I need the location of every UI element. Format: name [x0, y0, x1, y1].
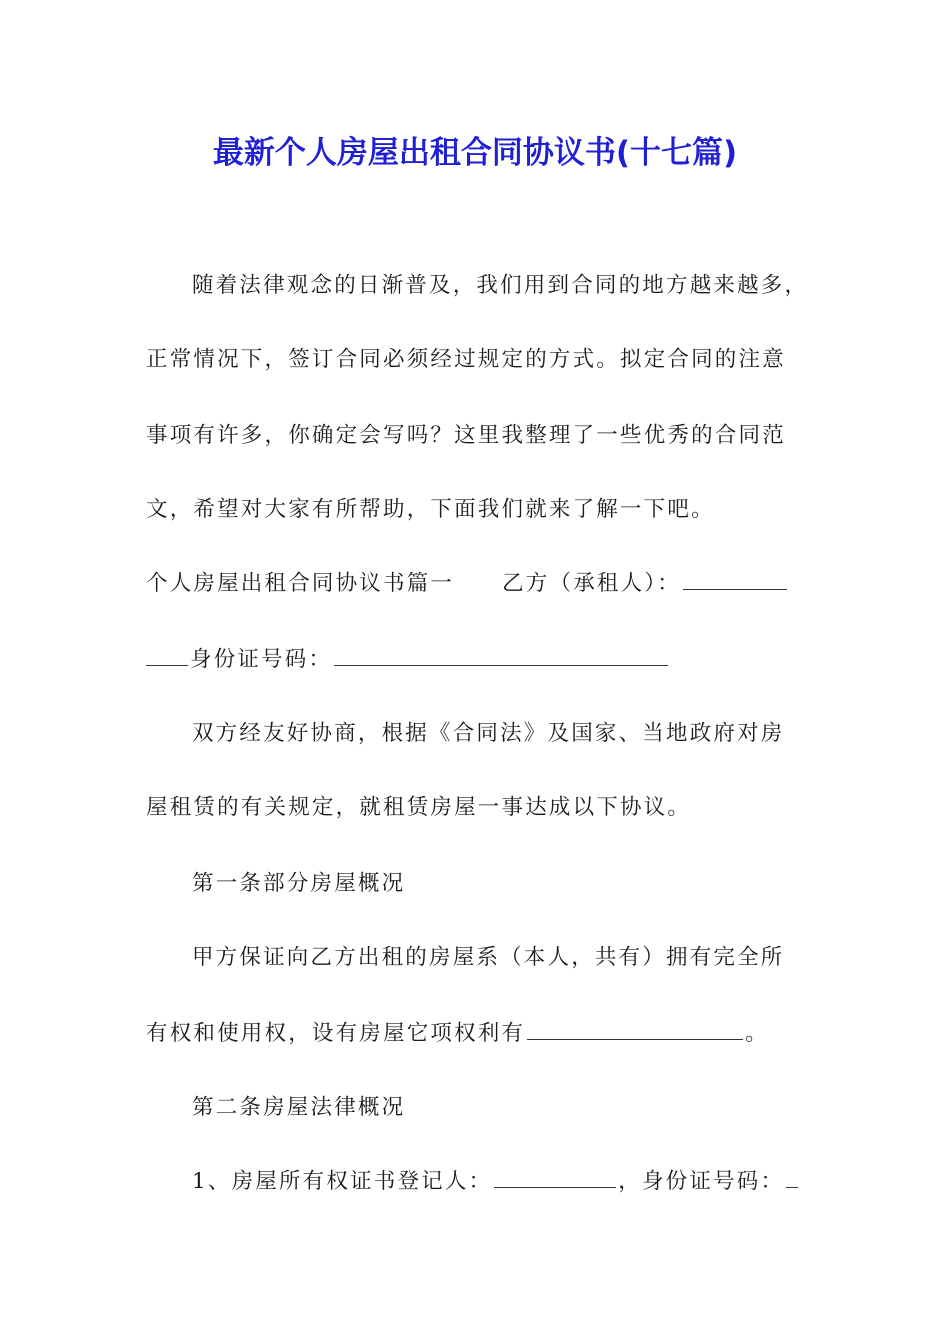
- item1-label: 1、房屋所有权证书登记人：: [192, 1169, 493, 1194]
- article1-title: 第一条部分房屋概况: [192, 871, 406, 896]
- id-number-line: [146, 642, 810, 678]
- article2-title: 第二条房屋法律概况: [192, 1095, 406, 1120]
- registrant-blank: [494, 1165, 616, 1188]
- party-b-blank: [683, 567, 787, 590]
- agreement-line-1: 双方经友好协商，根据《合同法》及国家、当地政府对房: [192, 721, 785, 746]
- intro-line-3: 事项有许多，你确定会写吗？这里我整理了一些优秀的合同范: [146, 423, 786, 448]
- article1-line-1: 甲方保证向乙方出租的房屋系（本人，共有）拥有完全所: [192, 945, 785, 970]
- id-number-blank: [334, 643, 668, 666]
- rights-blank: [527, 1017, 743, 1040]
- section-heading-line: [146, 566, 810, 602]
- party-b-label: 乙方（承租人）：: [502, 571, 681, 596]
- intro-line-4: 文，希望对大家有所帮助，下面我们就来了解一下吧。: [146, 497, 715, 522]
- article1-rights-text: 有权和使用权，设有房屋它项权利有: [146, 1021, 526, 1046]
- article1-line-2: [146, 1016, 810, 1052]
- intro-line-1: 随着法律观念的日渐普及，我们用到合同的地方越来越多，: [192, 273, 809, 298]
- section-heading: 个人房屋出租合同协议书篇一: [146, 571, 455, 596]
- id-label: 身份证号码：: [190, 647, 333, 672]
- party-b-blank-continued: [146, 643, 188, 666]
- item1-id-blank: [786, 1165, 798, 1188]
- document-title: 最新个人房屋出租合同协议书(十七篇): [212, 135, 738, 171]
- agreement-line-2: 屋租赁的有关规定，就租赁房屋一事达成以下协议。: [146, 795, 692, 820]
- intro-line-2: 正常情况下，签订合同必须经过规定的方式。拟定合同的注意: [146, 347, 786, 372]
- item1-id-label: ，身份证号码：: [618, 1169, 785, 1194]
- item1-line: [192, 1164, 810, 1200]
- period: 。: [745, 1021, 769, 1046]
